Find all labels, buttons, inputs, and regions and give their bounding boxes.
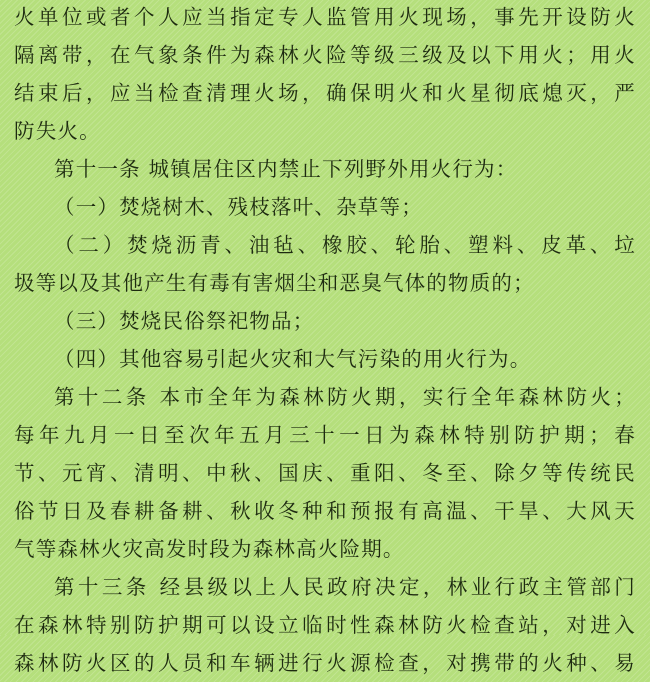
text-line: 在森林特别防护期可以设立临时性森林防火检查站，对进入	[14, 613, 636, 637]
text-line: 每年九月一日至次年五月三十一日为森林特别防护期；春	[14, 423, 636, 447]
text-line: 俗节日及春耕备耕、秋收冬种和预报有高温、干旱、大风天	[14, 499, 636, 523]
text-line: 第十一条 城镇居住区内禁止下列野外用火行为：	[54, 157, 518, 181]
text-line: （二）焚烧沥青、油毡、橡胶、轮胎、塑料、皮革、垃	[54, 233, 636, 257]
text-line: （三）焚烧民俗祭祀物品；	[54, 309, 315, 333]
text-line: （四）其他容易引起火灾和大气污染的用火行为。	[54, 347, 532, 371]
text-line: 结束后，应当检查清理火场，确保明火和火星彻底熄灭，严	[14, 81, 636, 105]
text-line: （一）焚烧树木、残枝落叶、杂草等；	[54, 195, 423, 219]
text-line: 森林防火区的人员和车辆进行火源检查，对携带的火种、易	[14, 651, 636, 675]
text-line: 圾等以及其他产生有毒有害烟尘和恶臭气体的物质的；	[14, 271, 535, 295]
text-line: 隔离带，在气象条件为森林火险等级三级及以下用火；用火	[14, 43, 636, 67]
text-line: 气等森林火灾高发时段为森林高火险期。	[14, 537, 405, 561]
text-line: 火单位或者个人应当指定专人监管用火现场，事先开设防火	[14, 5, 636, 29]
text-line: 节、元宵、清明、中秋、国庆、重阳、冬至、除夕等传统民	[14, 461, 636, 485]
text-line: 第十二条 本市全年为森林防火期，实行全年森林防火；	[54, 385, 636, 409]
text-line: 第十三条 经县级以上人民政府决定，林业行政主管部门	[54, 575, 636, 599]
text-line: 防失火。	[14, 119, 101, 143]
